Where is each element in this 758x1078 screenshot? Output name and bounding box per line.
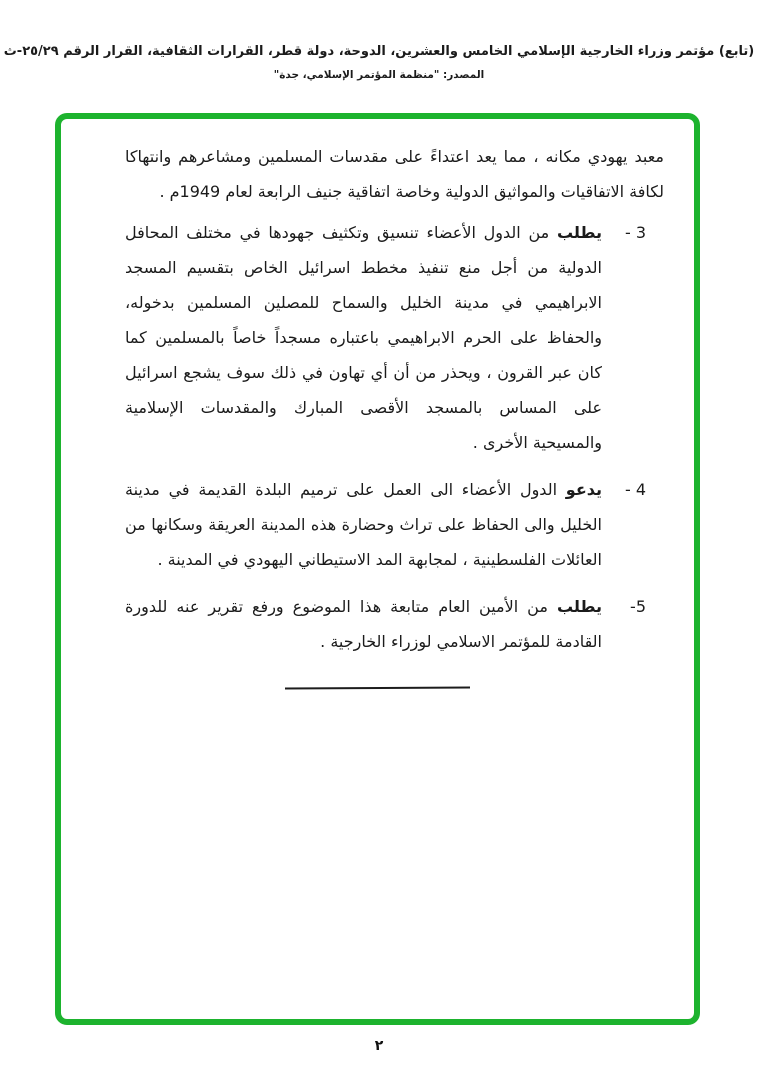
document-header: [0, 44, 758, 81]
item-3-text: [125, 215, 602, 460]
item-3-marker: 3 -: [624, 223, 646, 242]
item-4-body: الدول الأعضاء الى العمل على ترميم البلدة القديمة في مدينة الخليل والى الحفاظ على تراث وحضارة هذه المدينة العريقة وسكانها من العائلات الفلسطينية ، لمجابهة المد الاستيطاني اليهودي في المدينة .: [125, 480, 602, 569]
item-4-text: [125, 472, 602, 577]
item-5-text: [125, 589, 602, 659]
item-3-body: من الدول الأعضاء تنسيق وتكثيف جهودها في مختلف المحافل الدولية من أجل منع تنفيذ مخطط اسرائيل الخاص بتقسيم المسجد الابراهيمي في مدينة الخليل والسماح للمصلين المسلمين بدخوله، والحفاظ على الحرم الابراهيمي باعتباره مسجداً خاصاً بالمسلمين كما كان عبر القرون ، ويحذر من أن أي تهاون في ذلك سوف يشجع اسرائيل على المساس بالمسجد الأقصى المبارك والمقدسات الإسلامية والمسيحية الأخرى .: [125, 223, 602, 452]
item-4-marker: 4 -: [624, 480, 646, 499]
item-5-body: من الأمين العام متابعة هذا الموضوع ورفع تقرير عنه للدورة القادمة للمؤتمر الاسلامي لوزراء الخارجية .: [125, 597, 602, 651]
header-title-line: (تابع) مؤتمر وزراء الخارجية الإسلامي الخامس والعشرين، الدوحة، دولة قطر، القرارات الثقافية، القرار الرقم ٢٥/٢٩-ث: [3, 44, 755, 59]
item-5-marker: 5-: [630, 597, 646, 616]
section-divider: [285, 687, 470, 690]
item-4-lead-verb: يدعو: [565, 480, 602, 499]
content-border-box: [55, 113, 700, 1025]
item-5-lead-verb: يطلب: [556, 597, 602, 616]
intro-paragraph: معبد يهودي مكانه ، مما يعد اعتداءً على مقدسات المسلمين ومشاعرهم وانتهاكا لكافة الاتفاقيات والمواثيق الدولية وخاصة اتفاقية جنيف الرابعة لعام 1949م .: [125, 147, 664, 201]
resolution-item-4: [89, 472, 666, 577]
page-number: ٢: [374, 1038, 384, 1054]
item-3-lead-verb: يطلب: [556, 223, 602, 242]
resolution-item-3: [89, 215, 666, 460]
header-source-line: المصدر: "منظمة المؤتمر الإسلامي، جدة": [273, 69, 485, 81]
resolution-item-5: [89, 589, 666, 659]
